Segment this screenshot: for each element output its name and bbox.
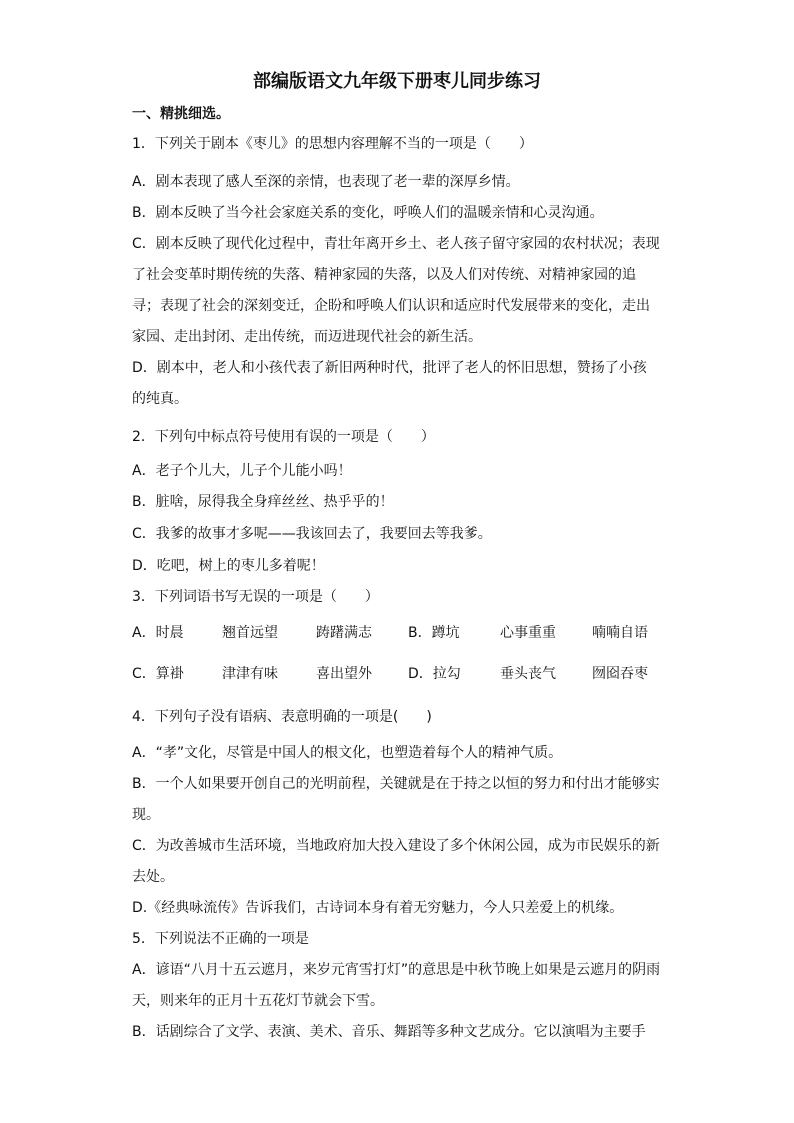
q4-option-c-line1: C．为改善城市生活环境，当地政府加大投入建设了多个休闲公园，成为市民娱乐的新 <box>132 838 660 854</box>
q3-option-a-word3: 踌躇满志 <box>316 625 372 641</box>
q3-option-a-word2: 翘首远望 <box>222 625 278 641</box>
q1-option-c-line4: 家园、走出封闭、走出传统，而迈进现代社会的新生活。 <box>132 329 482 345</box>
q1-option-d-line2: 的纯真。 <box>132 391 188 407</box>
q5-option-b-line1: B．话剧综合了文学、表演、美术、音乐、舞蹈等多种文艺成分。它以演唱为主要手 <box>132 1024 646 1040</box>
q4-option-c-line2: 去处。 <box>132 869 174 885</box>
q3-option-a: A．时晨 <box>132 625 184 641</box>
q1-option-b: B．剧本反映了当今社会家庭关系的变化，呼唤人们的温暖亲情和心灵沟通。 <box>132 205 604 221</box>
q2-option-b: B．脏啥，尿得我全身痒丝丝、热乎乎的！ <box>132 494 394 510</box>
q3-option-c: C．算褂 <box>132 666 184 682</box>
q3-option-b: B．蹲坑 <box>408 625 460 641</box>
q2-option-c: C．我爹的故事才多呢——我该回去了，我要回去等我爹。 <box>132 526 492 542</box>
q1-option-a: A．剧本表现了感人至深的亲情，也表现了老一辈的深厚乡情。 <box>132 174 520 190</box>
q3-option-b-word3: 喃喃自语 <box>592 625 648 641</box>
question-4-stem: 4．下列句子没有语病、表意明确的一项是( ) <box>132 709 432 725</box>
q1-option-c-line2: 了社会变革时期传统的失落、精神家园的失落，以及人们对传统、对精神家园的追 <box>132 267 636 283</box>
q1-option-d-line1: D．剧本中，老人和小孩代表了新旧两种时代，批评了老人的怀旧思想，赞扬了小孩 <box>132 360 647 376</box>
q3-option-c-word2: 津津有味 <box>222 666 278 682</box>
q4-option-a: A．“孝”文化，尽管是中国人的根文化，也塑造着每个人的精神气质。 <box>132 745 563 761</box>
q1-option-c-line3: 寻；表现了社会的深刻变迁，企盼和呼唤人们认识和适应时代发展带来的变化，走出 <box>132 298 650 314</box>
q3-option-d-word3: 囫囵吞枣 <box>592 666 648 682</box>
q4-option-b-line2: 现。 <box>132 807 160 823</box>
q3-option-c-word3: 喜出望外 <box>316 666 372 682</box>
q3-option-d-word2: 垂头丧气 <box>500 666 556 682</box>
page-title: 部编版语文九年级下册枣儿同步练习 <box>253 71 541 92</box>
section-heading: 一、精挑细选。 <box>132 106 230 122</box>
q4-option-d: D.《经典咏流传》告诉我们，古诗词本身有着无穷魅力，今人只差爱上的机缘。 <box>132 900 624 916</box>
question-1-stem: 1．下列关于剧本《枣儿》的思想内容理解不当的一项是（ ） <box>132 136 533 152</box>
q4-option-b-line1: B．一个人如果要开创自己的光明前程，关键就是在于持之以恒的努力和付出才能够实 <box>132 776 660 792</box>
question-3-stem: 3．下列词语书写无误的一项是（ ） <box>132 589 379 605</box>
q1-option-c-line1: C．剧本反映了现代化过程中，青壮年离开乡土、老人孩子留守家园的农村状况；表现 <box>132 236 660 252</box>
question-5-stem: 5．下列说法不正确的一项是 <box>132 931 309 947</box>
q5-option-a-line1: A．谚语“八月十五云遮月，来岁元宵雪打灯”的意思是中秋节晚上如果是云遮月的阴雨 <box>132 962 661 978</box>
q2-option-d: D．吃吧，树上的枣儿多着呢！ <box>132 558 325 574</box>
q5-option-a-line2: 天，则来年的正月十五花灯节就会下雪。 <box>132 993 384 1009</box>
question-2-stem: 2．下列句中标点符号使用有误的一项是（ ） <box>132 429 435 445</box>
q3-option-d: D．拉勾 <box>408 666 461 682</box>
q3-option-b-word2: 心事重重 <box>500 625 556 641</box>
q2-option-a: A．老子个儿大，儿子个儿能小吗！ <box>132 463 352 479</box>
